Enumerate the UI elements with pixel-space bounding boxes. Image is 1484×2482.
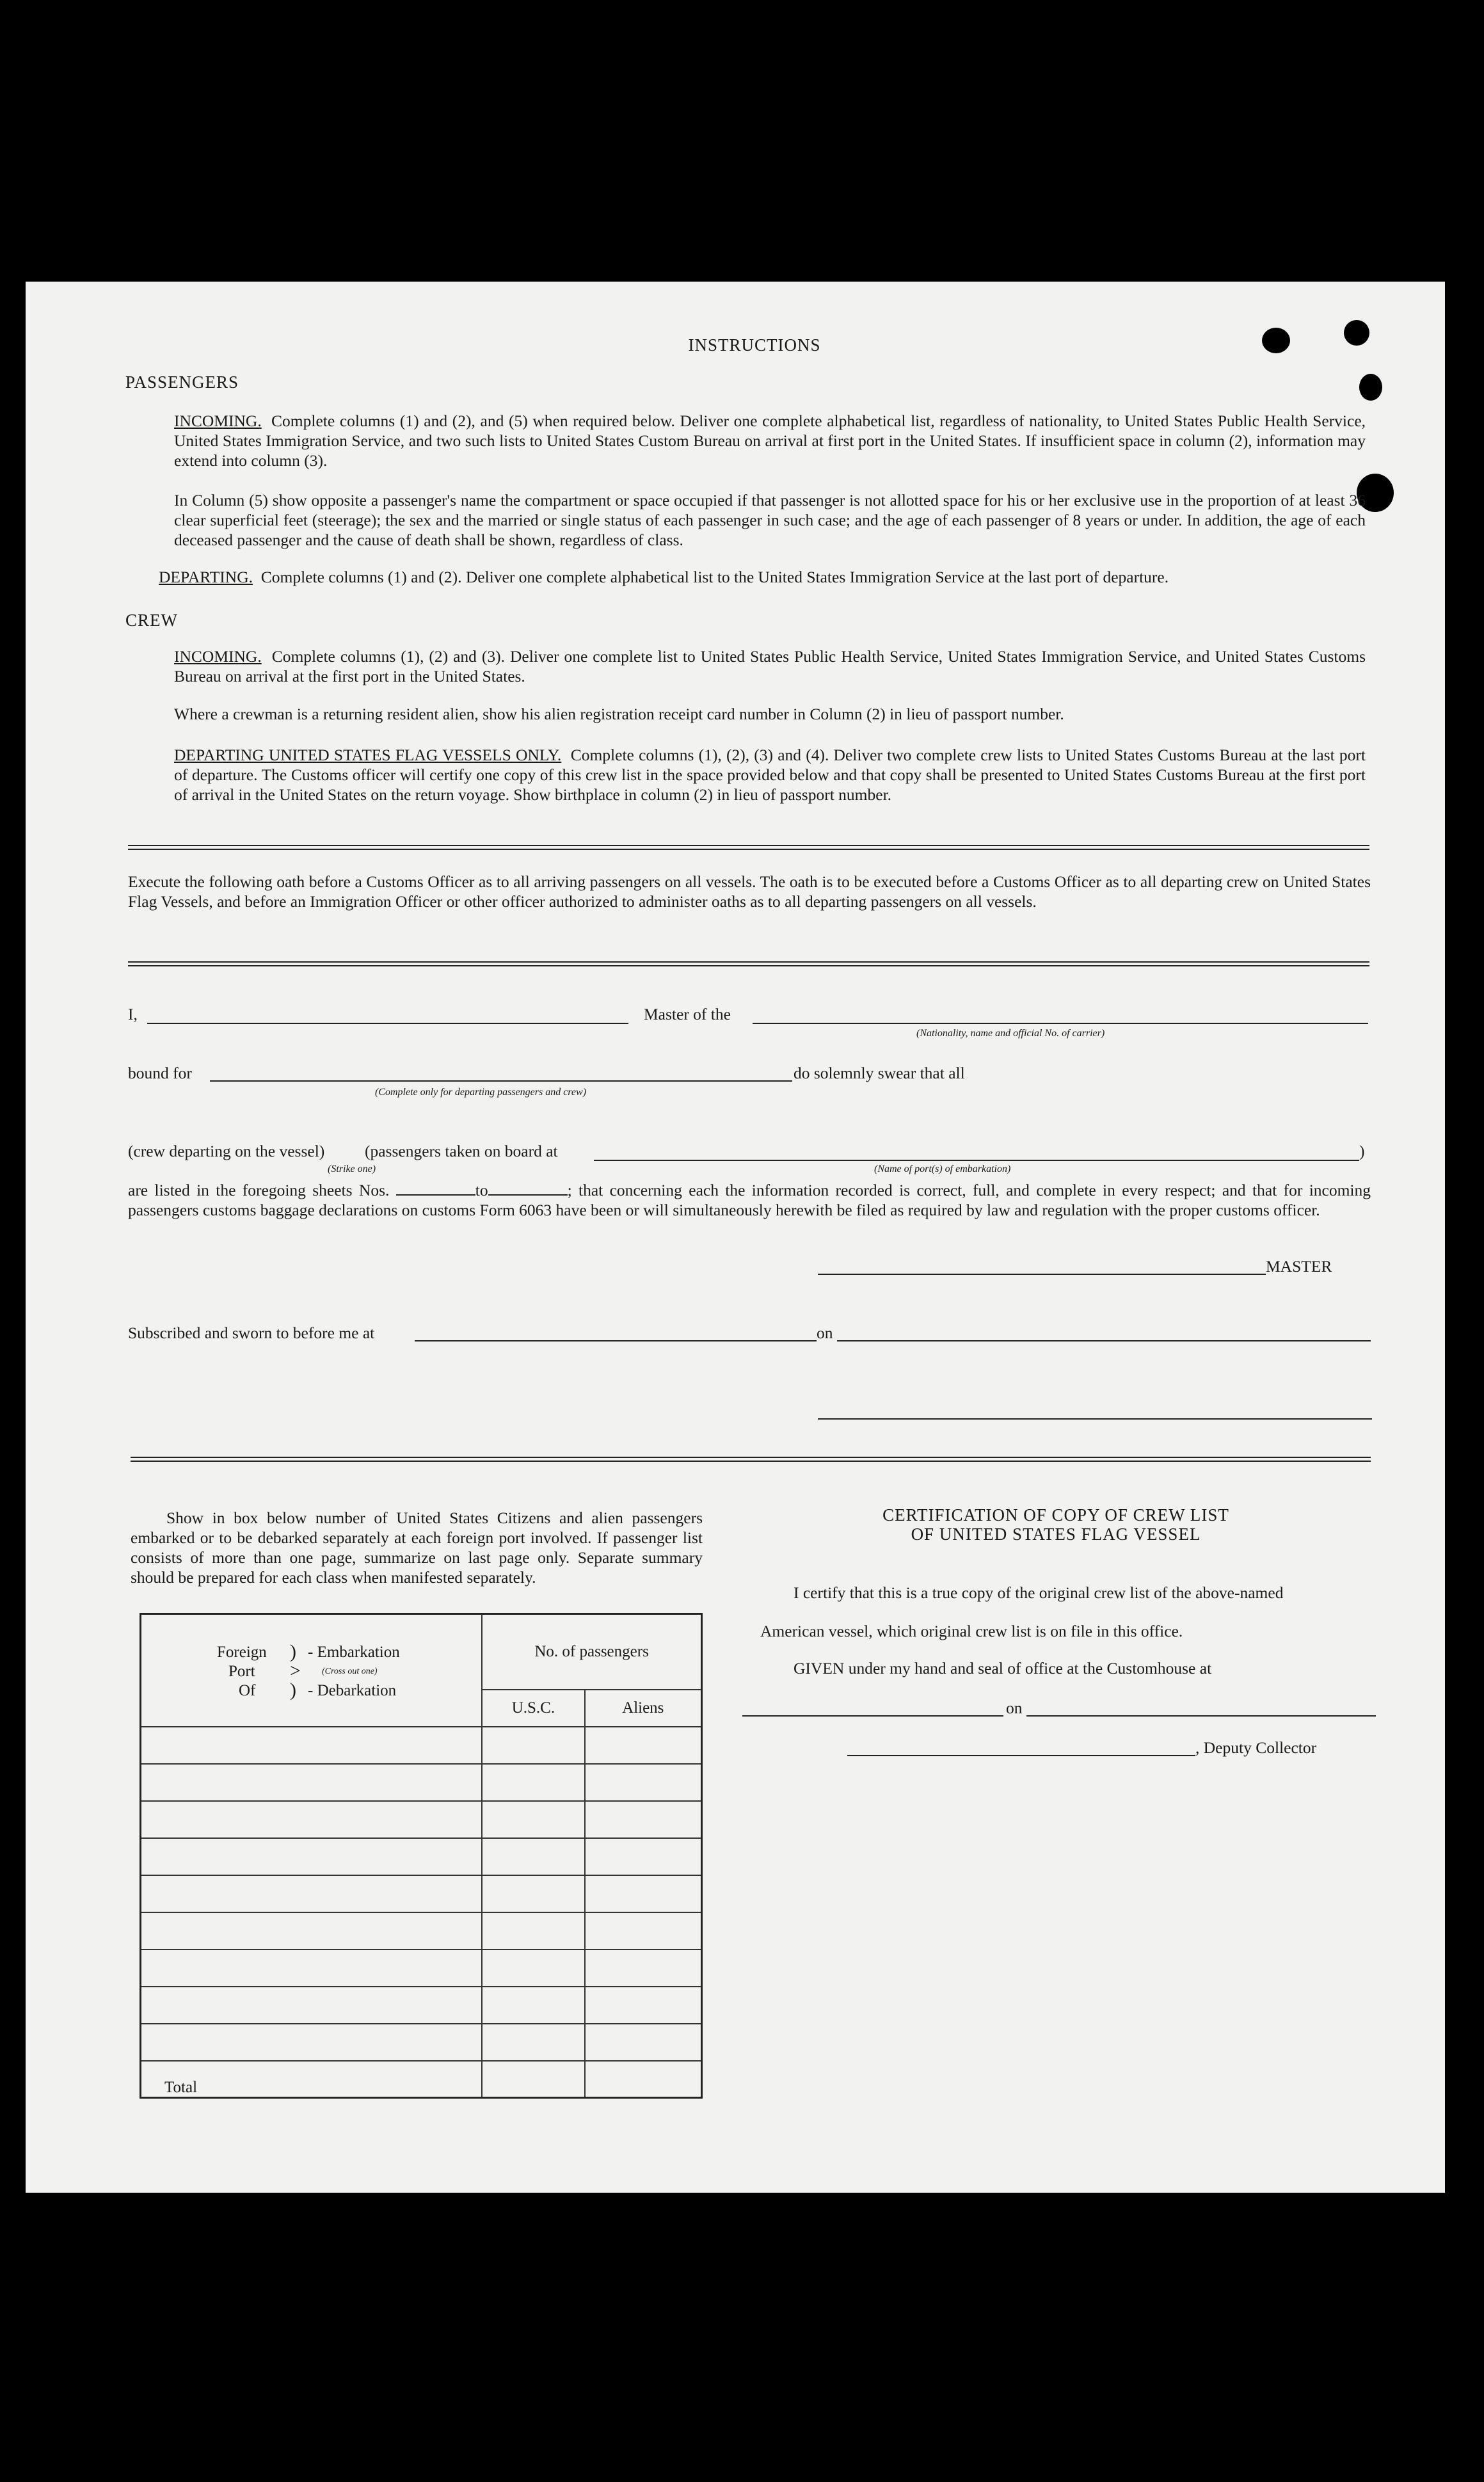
sheet-from-field[interactable] — [396, 1183, 475, 1196]
passengers-departing-text: Complete columns (1) and (2). Deliver one complete alphabetical list to the United States Immigration Service at the last port of departure. — [260, 568, 1169, 586]
aliens-cell[interactable] — [585, 1912, 702, 1950]
nationality-note: (Nationality, name and official No. of carrier) — [916, 1028, 1105, 1039]
table-row — [141, 1987, 702, 2024]
cross-out-note: (Cross out one) — [322, 1666, 378, 1676]
crew-departing-text: Complete columns (1), (2), (3) and (4). Deliver two complete crew lists to United States Customs Bureau at the last port of departure. The Customs officer will certify one copy of this crew list in the space provided below and that copy shall be presented to United States Customs Bureau at the first port of arrival in the United States on the return voyage. Show birthplace in column (2) in lieu of passport number. — [174, 746, 1366, 804]
port-embarkation-field[interactable] — [594, 1160, 1359, 1161]
total-label: Total — [164, 2079, 198, 2096]
master-label: MASTER — [1266, 1257, 1332, 1276]
certify-date-field[interactable] — [1026, 1715, 1376, 1717]
certify-line-1: I certify that this is a true copy of the original crew list of the above-named — [794, 1583, 1284, 1602]
subscribed-label: Subscribed and sworn to before me at — [128, 1324, 375, 1342]
table-row — [141, 1801, 702, 1838]
bound-for-field[interactable] — [210, 1080, 792, 1082]
foreign-label: Foreign — [217, 1643, 267, 1661]
certify-on-label: on — [1006, 1699, 1023, 1717]
embarkation-label: - Embarkation — [308, 1643, 400, 1661]
aliens-total-cell[interactable] — [585, 2061, 702, 2098]
certify-line-3: GIVEN under my hand and seal of office at the Customhouse at — [794, 1659, 1212, 1677]
passengers-departing — [159, 567, 1366, 587]
table-row — [141, 1727, 702, 1764]
passengers-incoming-label: INCOMING. — [174, 412, 262, 430]
port-header — [141, 1614, 483, 1727]
port-note: (Name of port(s) of embarkation) — [874, 1164, 1011, 1174]
passengers-taken-option: (passengers taken on board at — [365, 1142, 558, 1160]
customhouse-field[interactable] — [742, 1715, 1003, 1717]
crew-resident-text: Where a crewman is a returning resident alien, show his alien registration receipt card number in Column (2) in lieu of passport number. — [174, 705, 1064, 723]
aliens-cell[interactable] — [585, 1987, 702, 2024]
aliens-cell[interactable] — [585, 1764, 702, 1801]
complete-note: (Complete only for departing passengers and crew) — [375, 1087, 587, 1098]
listed-prefix: are listed in the foregoing sheets Nos. — [128, 1181, 390, 1199]
officer-signature-field[interactable] — [818, 1418, 1372, 1420]
form-page — [26, 282, 1445, 2193]
crew-incoming-text: Complete columns (1), (2) and (3). Deliver one complete list to United States Public Health Service, United States Immigration Service, and United States Customs Bureau on arrival at the first port in the United States. — [174, 647, 1366, 685]
table-row — [141, 1764, 702, 1801]
passengers-column5-text: In Column (5) show opposite a passenger's name the compartment or space occupied if that passenger is not allotted space for his or her exclusive use in the proportion of at least 36 clear superficial feet (steerage); the sex and the married or single status of each passenger in such case; and the age of each passenger of 8 years or under. In addition, the age of each deceased passenger and the cause of death shall be shown, regardless of class. — [174, 491, 1366, 549]
brace-icon: ) > ) — [290, 1640, 301, 1701]
port-cell[interactable] — [141, 1764, 483, 1801]
port-cell[interactable] — [141, 1838, 483, 1875]
crew-heading: CREW — [125, 611, 178, 630]
usc-cell[interactable] — [482, 1838, 584, 1875]
usc-header: U.S.C. — [482, 1690, 584, 1727]
punch-hole — [1359, 374, 1382, 401]
usc-cell[interactable] — [482, 1727, 584, 1764]
sworn-on-field[interactable] — [837, 1340, 1371, 1341]
port-cell[interactable] — [141, 1912, 483, 1950]
close-paren: ) — [1359, 1142, 1365, 1160]
passengers-incoming-text: Complete columns (1) and (2), and (5) when required below. Deliver one complete alphabetical list, regardless of nationality, to United States Public Health Service, United States Immigration Service, and two such lists to United States Custom Bureau on arrival at first port in the United States. If insufficient space in column (2), information may extend into column (3). — [174, 412, 1366, 470]
deputy-signature-field[interactable] — [847, 1755, 1195, 1756]
master-signature-field[interactable] — [818, 1274, 1266, 1275]
deputy-collector-label: , Deputy Collector — [1195, 1738, 1317, 1757]
certification-title-2: OF UNITED STATES FLAG VESSEL — [911, 1525, 1201, 1544]
of-label: Of — [239, 1681, 256, 1699]
oath-i-label: I, — [128, 1005, 138, 1023]
aliens-cell[interactable] — [585, 1801, 702, 1838]
table-row — [141, 1912, 702, 1950]
certify-line-2: American vessel, which original crew list is on file in this office. — [760, 1622, 1183, 1640]
no-passengers-header: No. of passengers — [482, 1614, 701, 1690]
oath-listed — [128, 1180, 1371, 1220]
port-cell[interactable] — [141, 2024, 483, 2061]
swear-text: do solemnly swear that all — [794, 1064, 965, 1082]
passenger-summary-table — [140, 1613, 703, 2099]
passengers-incoming — [174, 411, 1366, 470]
port-cell[interactable] — [141, 1987, 483, 2024]
to-word: to — [475, 1181, 488, 1199]
sworn-at-field[interactable] — [415, 1340, 817, 1341]
passengers-departing-label: DEPARTING. — [159, 568, 253, 586]
page-title: INSTRUCTIONS — [688, 335, 821, 355]
port-cell[interactable] — [141, 1801, 483, 1838]
crew-departing-option: (crew departing on the vessel) — [128, 1142, 325, 1160]
aliens-cell[interactable] — [585, 1875, 702, 1912]
aliens-cell[interactable] — [585, 2024, 702, 2061]
section-divider — [128, 961, 1369, 966]
total-row — [141, 2061, 702, 2098]
aliens-cell[interactable] — [585, 1727, 702, 1764]
section-divider — [131, 1457, 1371, 1462]
oath-intro: Execute the following oath before a Customs Officer as to all arriving passengers on all vessels. The oath is to be executed before a Customs Officer as to all departing crew on United States Flag Vessels, and before an Immigration Officer or other officer authorized to administer oaths as to all departing passengers on all vessels. — [128, 872, 1371, 911]
port-label: Port — [228, 1662, 255, 1680]
master-of-label: Master of the — [644, 1005, 731, 1023]
usc-cell[interactable] — [482, 1950, 584, 1987]
crew-departing-label: DEPARTING UNITED STATES FLAG VESSELS ONLY. — [174, 746, 562, 764]
master-name-field[interactable] — [147, 1023, 628, 1024]
crew-incoming-label: INCOMING. — [174, 647, 262, 666]
usc-cell[interactable] — [482, 1764, 584, 1801]
port-cell[interactable] — [141, 1950, 483, 1987]
table-row — [141, 1950, 702, 1987]
passengers-column5 — [174, 490, 1366, 550]
table-row — [141, 2024, 702, 2061]
usc-cell[interactable] — [482, 2024, 584, 2061]
passengers-heading: PASSENGERS — [125, 372, 239, 392]
crew-resident — [174, 704, 1366, 724]
sheet-to-field[interactable] — [488, 1183, 568, 1196]
total-label-cell — [141, 2061, 483, 2098]
carrier-field[interactable] — [753, 1023, 1368, 1024]
aliens-header: Aliens — [585, 1690, 702, 1727]
crew-departing — [174, 745, 1366, 805]
table-row — [141, 1875, 702, 1912]
summary-text: Show in box below number of United States Citizens and alien passengers embarked or to be debarked separately at each foreign port involved. If passenger list consists of more than one page, summarize on last page only. Separate summary should be prepared for each class when manifested separately. — [131, 1509, 703, 1587]
bound-for-label: bound for — [128, 1064, 192, 1082]
port-cell[interactable] — [141, 1727, 483, 1764]
usc-cell[interactable] — [482, 1875, 584, 1912]
usc-cell[interactable] — [482, 1912, 584, 1950]
usc-cell[interactable] — [482, 1801, 584, 1838]
section-divider — [128, 845, 1369, 850]
listed-rest: ; that concerning each the information recorded is correct, full, and complete in every respect; and that for incoming passengers customs baggage declarations on customs Form 6063 have been or will simultaneously herewith be filed as required by law and regulation with the proper customs officer. — [128, 1181, 1371, 1219]
table-row — [141, 1838, 702, 1875]
port-cell[interactable] — [141, 1875, 483, 1912]
usc-total-cell[interactable] — [482, 2061, 584, 2098]
usc-cell[interactable] — [482, 1987, 584, 2024]
debarkation-label: - Debarkation — [308, 1681, 397, 1699]
sworn-on-label: on — [817, 1324, 833, 1342]
aliens-cell[interactable] — [585, 1950, 702, 1987]
strike-one-note: (Strike one) — [328, 1164, 376, 1174]
crew-incoming — [174, 646, 1366, 686]
aliens-cell[interactable] — [585, 1838, 702, 1875]
certification-title-1: CERTIFICATION OF COPY OF CREW LIST — [882, 1505, 1229, 1525]
